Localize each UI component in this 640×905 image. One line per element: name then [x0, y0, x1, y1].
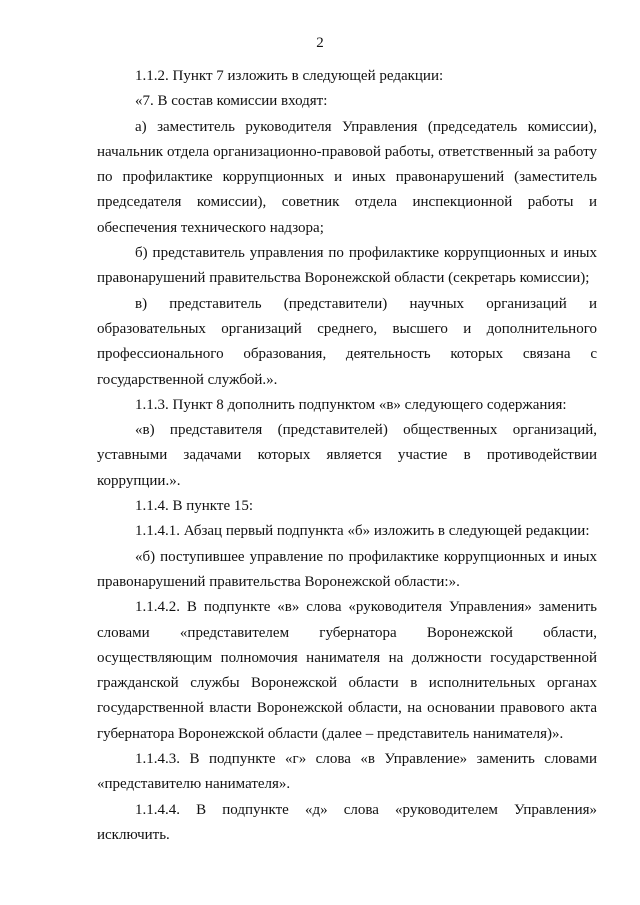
- paragraph-clause-7-b: б) представитель управления по профилактике коррупционных и иных правонарушений правительства Воронежской области (секретарь комиссии);: [97, 245, 597, 287]
- paragraph-clause-7-a: а) заместитель руководителя Управления (председатель комиссии), начальник отдела организационно-правовой работы, ответственный за работу по профилактике коррупционных и иных правонарушений (заместитель председателя комиссии), советник отдела инспекционной работы и обеспечения технического надзора;: [97, 118, 597, 236]
- paragraph-clause-15-b: «б) поступившее управление по профилактике коррупционных и иных правонарушений правительства Воронежской области:».: [97, 548, 597, 590]
- paragraph-1-1-2: 1.1.2. Пункт 7 изложить в следующей редакции:: [135, 68, 444, 84]
- paragraph-1-1-4-3: 1.1.4.3. В подпункте «г» слова «в Управление» заменить словами «представителю нанимателя».: [97, 751, 597, 793]
- paragraph-1-1-4: 1.1.4. В пункте 15:: [135, 498, 254, 515]
- paragraph-clause-8-v: «в) представителя (представителей) общественных организаций, уставными задачами которых является участие в противодействии коррупции.».: [97, 422, 597, 489]
- paragraph-1-1-4-2: 1.1.4.2. В подпункте «в» слова «руководителя Управления» заменить словами «представителем губернатора Воронежской области, осуществляющим полномочия нанимателя на должности государственной гражданской службы Воронежской области в исполнительных органах государственной власти Воронежской области, на основании правового акта губернатора Воронежской области (далее – представитель нанимателя)».: [97, 599, 597, 742]
- paragraph-1-1-4-4: 1.1.4.4. В подпункте «д» слова «руководителем Управления» исключить.: [97, 801, 597, 843]
- document-body: [97, 64, 597, 848]
- paragraph-clause-7-v: в) представитель (представители) научных организаций и образовательных организаций среднего, высшего и дополнительного профессионального образования, деятельность которых связана с государственной службой.».: [97, 295, 597, 388]
- paragraph-1-1-3: 1.1.3. Пункт 8 дополнить подпунктом «в» следующего содержания:: [135, 396, 567, 413]
- paragraph-1-1-4-1: 1.1.4.1. Абзац первый подпункта «б» изложить в следующей редакции:: [135, 523, 590, 540]
- page-number: 2: [316, 35, 324, 51]
- paragraph-clause-7-intro: «7. В состав комиссии входят:: [135, 93, 328, 110]
